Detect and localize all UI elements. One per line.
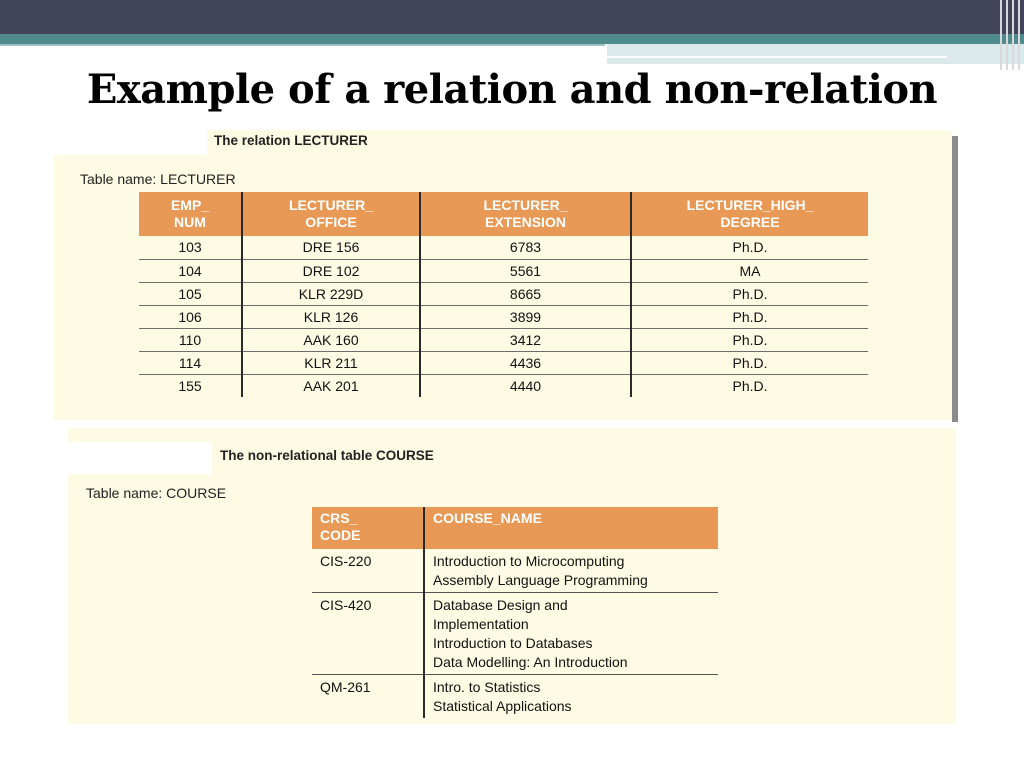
- cell: 8665: [420, 282, 631, 305]
- course-code: QM-261: [312, 675, 424, 719]
- cell: 3412: [420, 328, 631, 351]
- course-names: Database Design and Implementation Introduction to Databases Data Modelling: An Introduction: [424, 593, 718, 675]
- column-header: LECTURER_HIGH_ DEGREE: [631, 192, 868, 236]
- top-banner: [0, 0, 1024, 34]
- table-row: [312, 675, 718, 719]
- cell: 104: [139, 259, 242, 282]
- table-row: [312, 549, 718, 593]
- table-row: [139, 351, 868, 374]
- cell: 103: [139, 236, 242, 259]
- slide-title: Example of a relation and non-relation: [86, 66, 938, 113]
- course-names: Intro. to Statistics Statistical Applications: [433, 679, 572, 714]
- cell: AAK 160: [242, 328, 420, 351]
- cell: 4436: [420, 351, 631, 374]
- cell: DRE 102: [242, 259, 420, 282]
- banner-vertical-lines: [996, 0, 1024, 70]
- cell: KLR 126: [242, 305, 420, 328]
- cell: 4440: [420, 374, 631, 397]
- column-header: EMP_ NUM: [139, 192, 242, 236]
- cell: 155: [139, 374, 242, 397]
- cell: KLR 211: [242, 351, 420, 374]
- column-header: COURSE_NAME: [424, 507, 718, 549]
- cell: 105: [139, 282, 242, 305]
- cell: Ph.D.: [732, 377, 768, 394]
- banner-light-line: [607, 56, 947, 58]
- cell: KLR 229D: [242, 282, 420, 305]
- lecturer-table-name: Table name: LECTURER: [80, 171, 236, 187]
- table-row: [139, 259, 868, 282]
- course-code: CIS-220: [312, 549, 424, 593]
- column-header: CRS_ CODE: [312, 507, 424, 549]
- lecturer-table: [139, 192, 868, 397]
- cell: Ph.D.: [631, 351, 868, 374]
- course-names: Introduction to Microcomputing Assembly Language Programming: [424, 549, 718, 593]
- column-header: LECTURER_ OFFICE: [242, 192, 420, 236]
- table-row: [139, 305, 868, 328]
- cell: DRE 156: [242, 236, 420, 259]
- cell: Ph.D.: [631, 282, 868, 305]
- cell: 106: [139, 305, 242, 328]
- cell: 114: [139, 351, 242, 374]
- course-table-name: Table name: COURSE: [86, 485, 227, 501]
- cell: Ph.D.: [631, 236, 868, 259]
- cell: Ph.D.: [631, 305, 868, 328]
- table-row: [139, 236, 868, 259]
- table-row: [312, 593, 718, 675]
- table-row: [139, 374, 868, 397]
- cell: 5561: [420, 259, 631, 282]
- course-header-row: [312, 507, 718, 549]
- lecturer-header-row: [139, 192, 868, 236]
- cell: 3899: [420, 305, 631, 328]
- cell: MA: [631, 259, 868, 282]
- banner-thin-line: [0, 44, 605, 46]
- course-table: [312, 507, 718, 718]
- lecturer-panel-shadow: [952, 136, 958, 422]
- column-header: LECTURER_ EXTENSION: [420, 192, 631, 236]
- cell: 110: [139, 328, 242, 351]
- lecturer-heading: The relation LECTURER: [214, 133, 368, 148]
- table-row: [139, 282, 868, 305]
- banner-light-band: [607, 44, 1024, 64]
- table-row: [139, 328, 868, 351]
- banner-accent-stripe: [0, 34, 1024, 44]
- cell: Ph.D.: [631, 328, 868, 351]
- cell: AAK 201: [242, 374, 420, 397]
- course-code: CIS-420: [312, 593, 424, 675]
- course-heading: The non-relational table COURSE: [220, 448, 434, 463]
- cell: 6783: [420, 236, 631, 259]
